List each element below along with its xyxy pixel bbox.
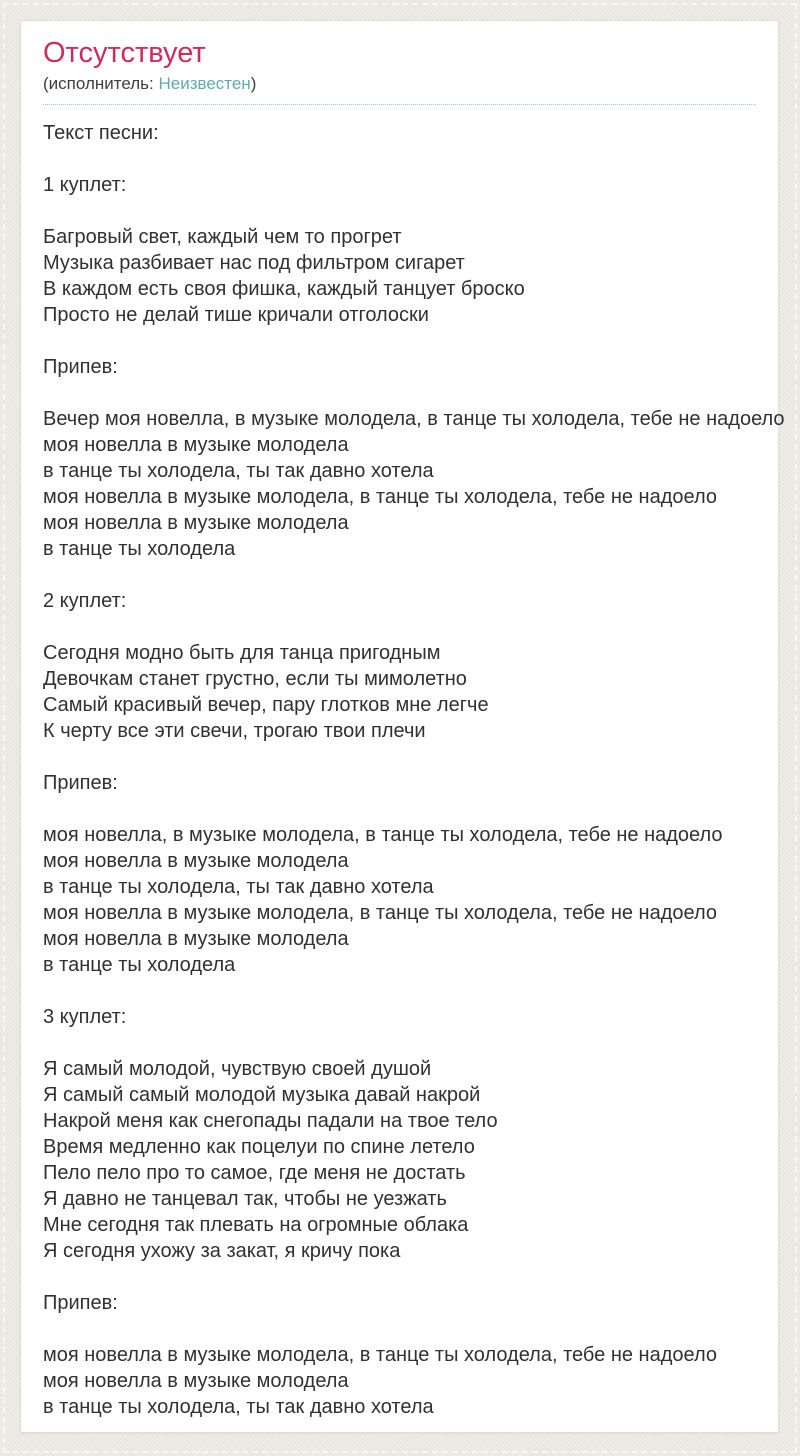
lyric-line: в танце ты холодела, ты так давно хотела (43, 876, 434, 899)
lyric-line: Я самый молодой, чувствую своей душой (43, 1058, 432, 1081)
lyric-line: моя новелла в музыке молодела, в танце ты холодела, тебе не надоело (43, 1344, 717, 1367)
blank-line (43, 1030, 756, 1056)
lyric-line: Самый красивый вечер, пару глотков мне легче (43, 694, 489, 717)
artist-link[interactable]: Неизвестен (158, 74, 251, 94)
section-label: Припев: (43, 772, 118, 795)
blank-line (43, 1264, 756, 1290)
blank-line (43, 198, 756, 224)
lyric-line: в танце ты холодела, ты так давно хотела (43, 1396, 434, 1419)
lyrics-heading: Текст песни: (43, 122, 159, 145)
song-title: Отсутствует (43, 37, 206, 69)
artist-prefix: (исполнитель: (43, 74, 159, 94)
lyric-line: моя новелла в музыке молодела, в танце ты холодела, тебе не надоело (43, 486, 717, 509)
blank-line (43, 796, 756, 822)
lyric-line: моя новелла, в музыке молодела, в танце ты холодела, тебе не надоело (43, 824, 723, 847)
lyric-line: моя новелла в музыке молодела (43, 1370, 349, 1393)
artist-line (43, 70, 756, 105)
lyric-line: Время медленно как поцелуи по спине летело (43, 1136, 475, 1159)
lyric-line: моя новелла в музыке молодела (43, 928, 349, 951)
blank-line (43, 978, 756, 1004)
blank-line (43, 380, 756, 406)
artist-suffix: ) (250, 74, 257, 94)
lyric-line: Сегодня модно быть для танца пригодным (43, 642, 441, 665)
lyric-line: моя новелла в музыке молодела (43, 850, 349, 873)
lyric-line: Пело пело про то самое, где меня не достать (43, 1162, 466, 1185)
lyrics-block (43, 120, 785, 1420)
lyric-line: Музыка разбивает нас под фильтром сигарет (43, 252, 465, 275)
lyric-line: Я давно не танцевал так, чтобы не уезжать (43, 1188, 447, 1211)
blank-line (43, 744, 756, 770)
lyric-line: в танце ты холодела, ты так давно хотела (43, 460, 434, 483)
lyric-line: Накрой меня как снегопады падали на твое тело (43, 1110, 498, 1133)
section-label: 1 куплет: (43, 174, 127, 197)
lyric-line: Багровый свет, каждый чем то прогрет (43, 226, 402, 249)
lyric-line: Просто не делай тише кричали отголоски (43, 304, 429, 327)
blank-line (43, 146, 756, 172)
lyric-line: Мне сегодня так плевать на огромные облака (43, 1214, 469, 1237)
lyric-line: Девочкам станет грустно, если ты мимолетно (43, 668, 467, 691)
blank-line (43, 1316, 756, 1342)
lyric-line: В каждом есть своя фишка, каждый танцует броско (43, 278, 525, 301)
lyric-line: Вечер моя новелла, в музыке молодела, в танце ты холодела, тебе не надоело (43, 408, 785, 431)
lyric-line: моя новелла в музыке молодела (43, 512, 349, 535)
lyric-line: моя новелла в музыке молодела (43, 434, 349, 457)
blank-line (43, 562, 756, 588)
blank-line (43, 614, 756, 640)
lyric-line: К черту все эти свечи, трогаю твои плечи (43, 720, 426, 743)
lyrics-card (20, 20, 785, 1433)
lyric-line: в танце ты холодела (43, 954, 236, 977)
lyric-line: в танце ты холодела (43, 538, 236, 561)
blank-line (43, 328, 756, 354)
lyric-line: Я самый самый молодой музыка давай накрой (43, 1084, 481, 1107)
section-label: Припев: (43, 356, 118, 379)
section-label: 3 куплет: (43, 1006, 127, 1029)
lyric-line: Я сегодня ухожу за закат, я кричу пока (43, 1240, 401, 1263)
section-label: Припев: (43, 1292, 118, 1315)
section-label: 2 куплет: (43, 590, 127, 613)
lyric-line: моя новелла в музыке молодела, в танце ты холодела, тебе не надоело (43, 902, 717, 925)
